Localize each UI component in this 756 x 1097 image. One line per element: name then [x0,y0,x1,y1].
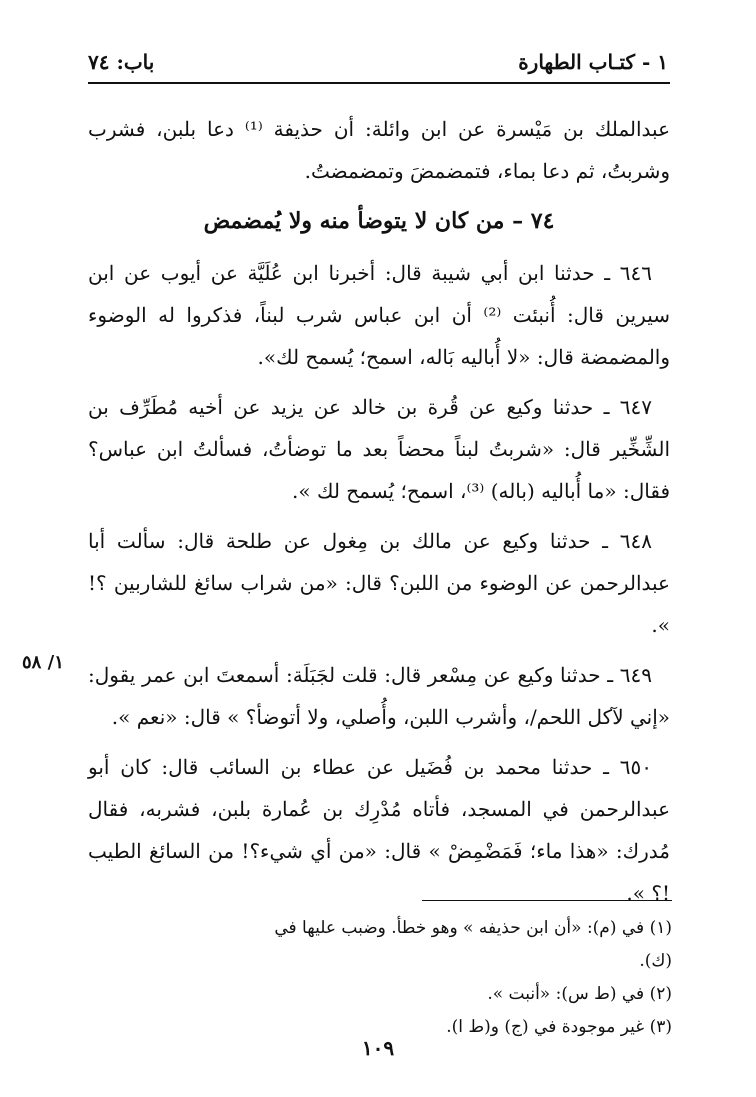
footnote-divider [422,900,672,901]
hadith-646: ٦٤٦ ـ حدثنا ابن أبي شيبة قال: أخبرنا ابن عُلَيَّة عن أيوب عن ابن سيرين قال: أُنبئت ⁽²⁾ أن ابن عباس شرب لبناً، فذكروا له الوضوء والمضمضة قال: «لا أُباليه بَاله، اسمح؛ يُسمح لك». [88,261,670,369]
header-divider [88,82,670,84]
page-header [88,50,668,78]
hadith-649: ٦٤٩ ـ حدثنا وكيع عن مِسْعر قال: قلت لجَبَلَة: أسمعتَ ابن عمر يقول: «إني لآكل اللحم/، وأشرب اللبن، وأُصلي، ولا أتوضأ؟ » قال: «نعم ». [88,663,670,729]
chapter-title: ٧٤ – من كان لا يتوضأ منه ولا يُمضمض [203,208,555,234]
margin-reference: ١/ ٥٨ [22,652,64,673]
footnote-2: (٢) في (ط س): «أنبت ». [487,984,672,1004]
chapter-label: باب: ٧٤ [88,50,155,74]
paragraph-continuation: عبدالملك بن مَيْسرة عن ابن وائلة: أن حذيفة ⁽¹⁾ دعا بلبن، فشرب وشربتُ، ثم دعا بماء، فتمضمضَ وتمضمضتُ. [88,117,671,183]
footnote-3: (٣) غير موجودة في (ج) و(ط ا). [446,1017,672,1037]
footnote-1: (١) في (م): «أن ابن حذيفه » وهو خطأ. وضبب عليها في (ك). [274,918,672,971]
book-title: ١ - كتـاب الطهارة [518,50,668,74]
page-number: ١٠٩ [361,1036,395,1060]
hadith-650: ٦٥٠ ـ حدثنا محمد بن فُضَيل عن عطاء بن السائب قال: كان أبو عبدالرحمن في المسجد، فأتاه مُدْرِك بن عُمارة بلبن، فشربه، فقال مُدرك: «هذا ماء؛ فَمَضْمِضْ » قال: «من أي شيء؟! من السائغ الطيب !؟ ». [88,755,671,905]
main-text [88,108,670,922]
footnotes [250,912,672,1044]
hadith-648: ٦٤٨ ـ حدثنا وكيع عن مالك بن مِغول عن طلحة قال: سألت أبا عبدالرحمن عن الوضوء من اللبن؟ قال: «من شراب سائغ للشاربين ؟! ». [88,529,670,637]
hadith-647: ٦٤٧ ـ حدثنا وكيع عن قُرة بن خالد عن يزيد عن أخيه مُطَرِّف بن الشِّخِّير قال: «شربتُ لبناً محضاً بعد ما توضأتُ، فسألتُ ابن عباس؟ فقال: «ما أُباليه (باله) ⁽³⁾، اسمح؛ يُسمح لك ». [88,395,671,503]
